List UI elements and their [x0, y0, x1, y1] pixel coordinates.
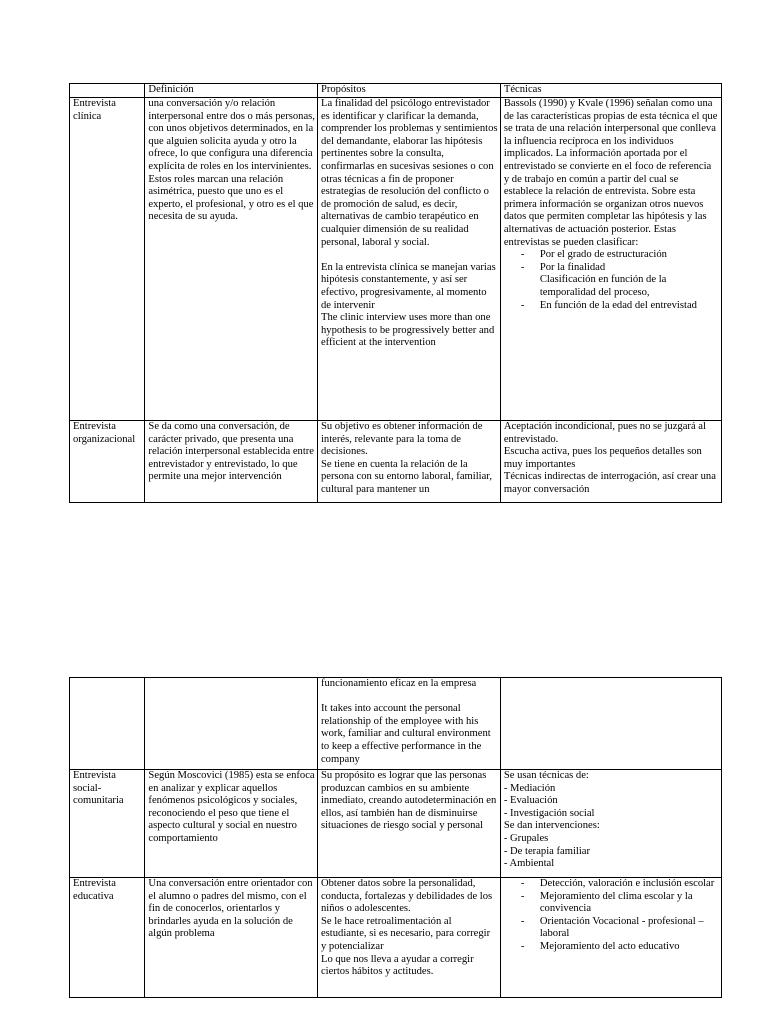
- list-item: - Por el grado de estructuración: [540, 249, 719, 262]
- propositos-cell: Su propósito es lograr que las personas produzcan cambios en su ambiente inmediato, creando autodeterminación en ellos, así también han de disminuirse situaciones de riesgo social y personal: [317, 770, 500, 878]
- header-tecnicas: Técnicas: [500, 84, 721, 98]
- row-label: Entrevista educativa: [70, 878, 145, 998]
- list-item: Clasificación en función de la temporalidad del proceso,: [539, 274, 667, 298]
- row-label: Entrevista social- comunitaria: [70, 770, 145, 878]
- list-item: - Mejoramiento del acto educativo: [540, 941, 719, 954]
- definicion-cell: Según Moscovici (1985) esta se enfoca en analizar y explicar aquellos fenómenos psicológicos y sociales, reconociendo el peso que tiene el aspecto cultural y social en nuestro comportamiento: [145, 770, 318, 878]
- header-empty-cell: [70, 84, 145, 98]
- tecnicas-cell: Se usan técnicas de: - Mediación - Evaluación - Investigación social Se dan intervenciones: - Grupales - De terapia familiar - Ambiental: [500, 770, 721, 878]
- definicion-cell: Se da como una conversación, de carácter privado, que presenta una relación interpersonal establecida entre entrevistador y entrevistado, lo que permite una mejor intervención: [145, 421, 318, 503]
- techniques-table-page-2: [69, 677, 722, 998]
- table-row-entrevista-organizacional: [70, 421, 722, 503]
- propositos-cell: funcionamiento eficaz en la empresa It takes into account the personal relationship of the employee with his work, familiar and cultural environment to keep a effective performance in the company: [317, 678, 500, 770]
- table-header-row: [70, 84, 722, 98]
- propositos-cell: Su objetivo es obtener información de interés, relevante para la toma de decisiones. Se tiene en cuenta la relación de la persona con su entorno laboral, familiar, cultural para mantener un: [317, 421, 500, 503]
- row-label: [70, 678, 145, 770]
- list-item: - En función de la edad del entrevistad: [540, 300, 719, 313]
- list-item: - Orientación Vocacional - profesional – laboral: [540, 916, 719, 941]
- definicion-cell: Una conversación entre orientador con el alumno o padres del mismo, con el fin de conocerlos, orientarlos y brindarles ayuda en la solución de algún problema: [145, 878, 318, 998]
- definicion-cell: una conversación y/o relación interpersonal entre dos o más personas, con unos objetivos determinados, en la que alguien solicita ayuda y otro la ofrece, lo que configura una diferencia explícita de roles en los intervinientes. Estos roles marcan una relación asimétrica, puesto que uno es el experto, el profesional, y otro es el que necesita de su ayuda.: [145, 98, 318, 421]
- tecnicas-cell: Aceptación incondicional, pues no se juzgará al entrevistado. Escucha activa, pues los pequeños detalles son muy importantes Técnicas indirectas de interrogación, así crear una mayor conversación: [500, 421, 721, 503]
- techniques-table-page-1: [69, 83, 722, 503]
- list-item: - Por la finalidad: [540, 262, 719, 275]
- list-item: - Detección, valoración e inclusión escolar: [540, 878, 719, 891]
- list-item: - Mejoramiento del clima escolar y la convivencia: [540, 891, 719, 916]
- definicion-cell: [145, 678, 318, 770]
- row-label: Entrevista organizacional: [70, 421, 145, 503]
- header-definicion: Definición: [145, 84, 318, 98]
- row-label: Entrevista clínica: [70, 98, 145, 421]
- clasificacion-list: [504, 249, 719, 312]
- tecnicas-cell: [500, 878, 721, 998]
- table-row-entrevista-social-comunitaria: [70, 770, 722, 878]
- propositos-cell: Obtener datos sobre la personalidad, conducta, fortalezas y debilidades de los niños o adolescentes. Se le hace retroalimentación al estudiante, si es necesario, para corregir y potencializar Lo que nos lleva a ayudar a corregir ciertos hábitos y actitudes.: [317, 878, 500, 998]
- tecnicas-cell: Bassols (1990) y Kvale (1996) señalan como una de las características propias de esta técnica el que se trata de una relación interpersonal que conlleva la influencia recíproca en los individuos implicados. La información aportada por el entrevistado se convierte en el foco de referencia y de trabajo en común a partir del cual se establece la relación de entrevista. Sobre esta primera información se organizan otros nuevos datos que permiten completar las hipótesis y las alternativas de actuación posterior. Estas entrevistas se pueden clasificar: - Por el grado de estructuración - Por la finalidad Clasificación en función de la temporalidad del proceso, - En función de la edad del entrevistad: [500, 98, 721, 421]
- tecnicas-cell: [500, 678, 721, 770]
- propositos-cell: La finalidad del psicólogo entrevistador es identificar y clarificar la demanda, comprender los problemas y sentimientos del demandante, elaborar las hipótesis pertinentes sobre la consulta, confirmarlas en sucesivas sesiones o con otras técnicas a fin de proponer estrategias de resolución del conflicto o de promoción de salud, es decir, alternativas de cambio terapéutico en cualquier dimensión de su realidad personal, laboral y social. En la entrevista clínica se manejan varias hipótesis constantemente, y así ser efectivo, progresivamente, al momento de intervenir The clinic interview uses more than one hypothesis to be progressively better and efficient at the intervention: [317, 98, 500, 421]
- table-row-entrevista-educativa: [70, 878, 722, 998]
- tecnicas-educativa-list: [504, 878, 719, 954]
- table-row-continuation: [70, 678, 722, 770]
- header-propositos: Propósitos: [317, 84, 500, 98]
- table-row-entrevista-clinica: [70, 98, 722, 421]
